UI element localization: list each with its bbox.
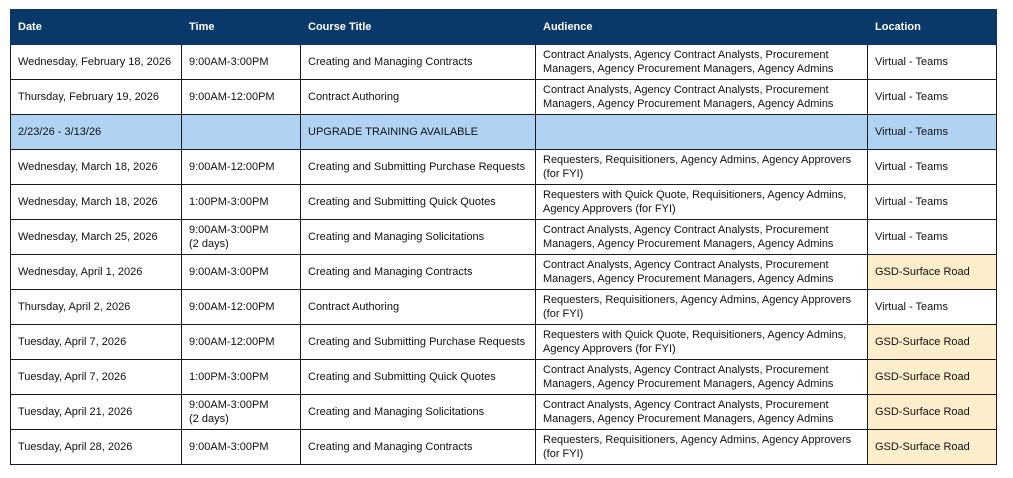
location-text: Virtual - Teams (875, 231, 948, 243)
time-cell (182, 290, 301, 325)
time-cell (182, 150, 301, 185)
audience-text: Contract Analysts, Agency Contract Analysts, Procurement Managers, Agency Procurement Managers, Agency Admins (543, 399, 834, 425)
audience-cell (536, 360, 868, 395)
header-audience: Audience (536, 10, 868, 45)
training-schedule-table (10, 9, 997, 465)
table-row (11, 185, 997, 220)
date-cell (11, 290, 182, 325)
date-cell (11, 395, 182, 430)
time-text: 9:00AM-12:00PM (189, 91, 275, 103)
time-text: 9:00AM-12:00PM (189, 301, 275, 313)
time-text: 9:00AM-3:00PM (189, 399, 269, 411)
location-cell (868, 255, 997, 290)
time2-text: (2 days) (189, 238, 229, 250)
course-title-cell (301, 430, 536, 465)
time-cell (182, 80, 301, 115)
time2-text: (2 days) (189, 413, 229, 425)
date-text: Tuesday, April 7, 2026 (18, 336, 127, 348)
audience-cell (536, 185, 868, 220)
audience-text: Requesters, Requisitioners, Agency Admins, Agency Approvers (for FYI) (543, 154, 852, 180)
course-title-cell (301, 255, 536, 290)
date-text: Tuesday, April 28, 2026 (18, 441, 133, 453)
location-cell (868, 45, 997, 80)
date-text: Wednesday, April 1, 2026 (18, 266, 143, 278)
location-cell (868, 430, 997, 465)
time-cell (182, 395, 301, 430)
time-text: 1:00PM-3:00PM (189, 196, 269, 208)
time-text: 9:00AM-3:00PM (189, 441, 269, 453)
location-text: Virtual - Teams (875, 161, 948, 173)
course-text: Creating and Submitting Purchase Requests (308, 161, 526, 173)
date-cell (11, 360, 182, 395)
audience-text: Contract Analysts, Agency Contract Analysts, Procurement Managers, Agency Procurement Managers, Agency Admins (543, 259, 834, 285)
audience-text: Requesters, Requisitioners, Agency Admins, Agency Approvers (for FYI) (543, 294, 852, 320)
table-row (11, 430, 997, 465)
location-cell (868, 115, 997, 150)
course-text: UPGRADE TRAINING AVAILABLE (308, 126, 478, 138)
time-cell (182, 45, 301, 80)
audience-text: Requesters with Quick Quote, Requisitioners, Agency Admins, Agency Approvers (for FYI) (543, 189, 847, 215)
header-location: Location (868, 10, 997, 45)
time-text: 9:00AM-3:00PM (189, 56, 269, 68)
time-text: 9:00AM-3:00PM (189, 266, 269, 278)
course-text: Creating and Managing Solicitations (308, 406, 485, 418)
course-text: Creating and Submitting Purchase Requests (308, 336, 526, 348)
date-cell (11, 430, 182, 465)
table-row (11, 80, 997, 115)
header-time: Time (182, 10, 301, 45)
audience-cell (536, 150, 868, 185)
course-text: Creating and Managing Contracts (308, 266, 473, 278)
date-text: Wednesday, March 18, 2026 (18, 196, 158, 208)
course-text: Creating and Managing Contracts (308, 441, 473, 453)
table-row (11, 220, 997, 255)
audience-text: Contract Analysts, Agency Contract Analysts, Procurement Managers, Agency Procurement Managers, Agency Admins (543, 84, 834, 110)
course-title-cell (301, 290, 536, 325)
location-text: GSD-Surface Road (875, 406, 970, 418)
location-text: Virtual - Teams (875, 91, 948, 103)
course-title-cell (301, 185, 536, 220)
course-title-cell (301, 360, 536, 395)
date-text: Thursday, April 2, 2026 (18, 301, 131, 313)
time-cell (182, 325, 301, 360)
audience-cell (536, 325, 868, 360)
table-row (11, 290, 997, 325)
date-cell (11, 185, 182, 220)
course-title-cell (301, 45, 536, 80)
location-text: GSD-Surface Road (875, 371, 970, 383)
location-cell (868, 325, 997, 360)
date-text: Wednesday, February 18, 2026 (18, 56, 172, 68)
course-title-cell (301, 395, 536, 430)
time-cell (182, 360, 301, 395)
date-text: Wednesday, March 18, 2026 (18, 161, 158, 173)
time-text: 1:00PM-3:00PM (189, 371, 269, 383)
audience-cell (536, 255, 868, 290)
time-text: 9:00AM-3:00PM (189, 224, 269, 236)
location-cell (868, 290, 997, 325)
header-row (11, 10, 997, 45)
time-cell (182, 255, 301, 290)
time-cell (182, 430, 301, 465)
course-text: Creating and Managing Solicitations (308, 231, 485, 243)
header-date: Date (11, 10, 182, 45)
audience-text: Requesters, Requisitioners, Agency Admins, Agency Approvers (for FYI) (543, 434, 852, 460)
date-text: Wednesday, March 25, 2026 (18, 231, 158, 243)
location-text: GSD-Surface Road (875, 336, 970, 348)
course-title-cell (301, 325, 536, 360)
table-row (11, 395, 997, 430)
course-text: Contract Authoring (308, 301, 400, 313)
location-text: Virtual - Teams (875, 301, 948, 313)
audience-cell (536, 80, 868, 115)
location-text: Virtual - Teams (875, 56, 948, 68)
location-cell (868, 150, 997, 185)
course-text: Creating and Managing Contracts (308, 56, 473, 68)
date-text: Tuesday, April 21, 2026 (18, 406, 133, 418)
course-title-cell (301, 80, 536, 115)
date-cell (11, 115, 182, 150)
course-title-cell (301, 115, 536, 150)
table-row (11, 45, 997, 80)
time-text: 9:00AM-12:00PM (189, 336, 275, 348)
course-title-cell (301, 220, 536, 255)
audience-text: Requesters with Quick Quote, Requisitioners, Agency Admins, Agency Approvers (for FYI) (543, 329, 847, 355)
date-cell (11, 220, 182, 255)
audience-cell (536, 395, 868, 430)
date-cell (11, 45, 182, 80)
location-cell (868, 80, 997, 115)
date-cell (11, 255, 182, 290)
date-cell (11, 150, 182, 185)
time-cell (182, 185, 301, 220)
audience-text: Contract Analysts, Agency Contract Analysts, Procurement Managers, Agency Procurement Managers, Agency Admins (543, 364, 834, 390)
date-text: 2/23/26 - 3/13/26 (18, 126, 102, 138)
date-text: Tuesday, April 7, 2026 (18, 371, 127, 383)
location-text: GSD-Surface Road (875, 266, 970, 278)
time-cell (182, 115, 301, 150)
location-cell (868, 185, 997, 220)
time-cell (182, 220, 301, 255)
course-text: Contract Authoring (308, 91, 400, 103)
table-row-highlight (11, 115, 997, 150)
audience-cell (536, 290, 868, 325)
table-row (11, 360, 997, 395)
audience-cell (536, 45, 868, 80)
date-cell (11, 80, 182, 115)
location-cell (868, 360, 997, 395)
location-text: Virtual - Teams (875, 126, 948, 138)
table-row (11, 150, 997, 185)
table-row (11, 325, 997, 360)
audience-text: Contract Analysts, Agency Contract Analysts, Procurement Managers, Agency Procurement Managers, Agency Admins (543, 224, 834, 250)
course-text: Creating and Submitting Quick Quotes (308, 371, 496, 383)
location-text: Virtual - Teams (875, 196, 948, 208)
table-row (11, 255, 997, 290)
header-course-title: Course Title (301, 10, 536, 45)
audience-cell (536, 115, 868, 150)
audience-text: Contract Analysts, Agency Contract Analysts, Procurement Managers, Agency Procurement Managers, Agency Admins (543, 49, 834, 75)
course-text: Creating and Submitting Quick Quotes (308, 196, 496, 208)
location-cell (868, 395, 997, 430)
audience-cell (536, 220, 868, 255)
course-title-cell (301, 150, 536, 185)
location-text: GSD-Surface Road (875, 441, 970, 453)
date-text: Thursday, February 19, 2026 (18, 91, 160, 103)
time-text: 9:00AM-12:00PM (189, 161, 275, 173)
date-cell (11, 325, 182, 360)
audience-cell (536, 430, 868, 465)
location-cell (868, 220, 997, 255)
